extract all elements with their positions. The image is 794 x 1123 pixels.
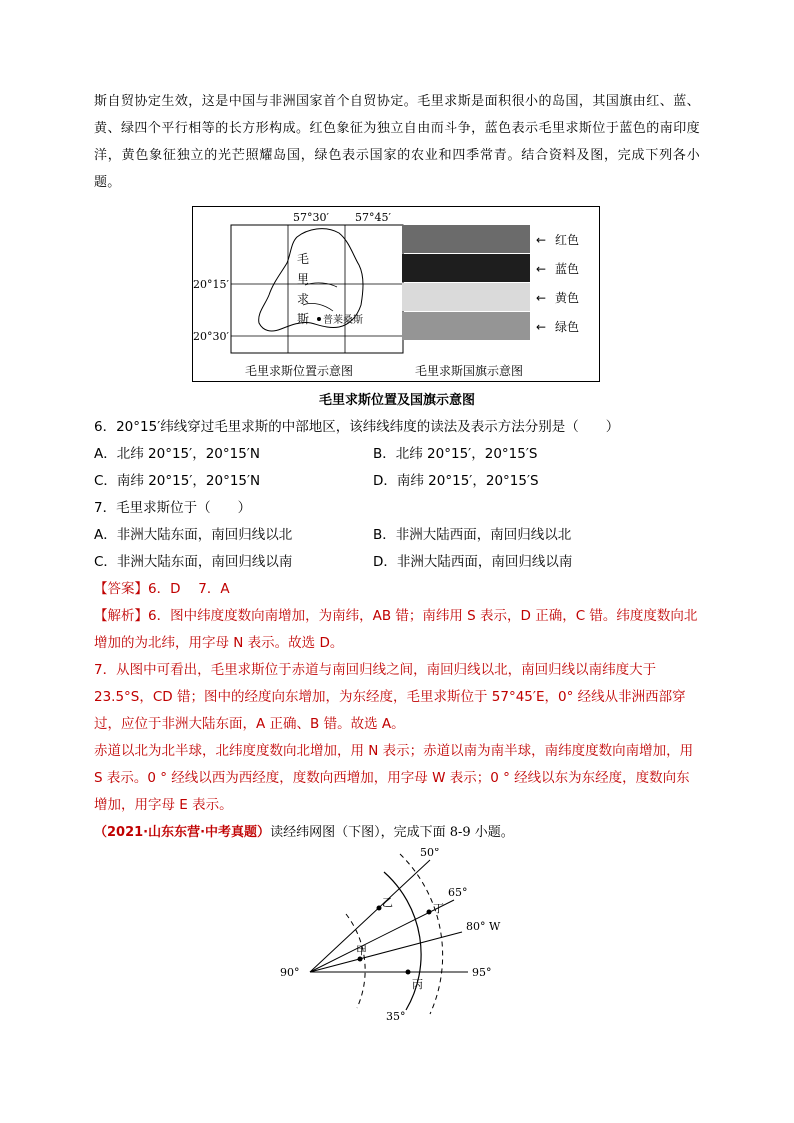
arc-inner: [346, 914, 365, 1008]
q7-option-c[interactable]: C．非洲大陆东面，南回归线以南: [94, 554, 293, 570]
flag-label-blue: 蓝色: [555, 262, 580, 276]
point-jia: [358, 957, 363, 962]
figure-svg: [193, 207, 599, 381]
intro-paragraph: 斯自贸协定生效，这是中国与非洲国家首个自贸协定。毛里求斯是面积很小的岛国，其国旗由红、蓝、黄、绿四个平行相等的长方形构成。红色象征为独立自由而斗争，蓝色表示毛里求斯位于蓝色的南印度洋，黄色象征独立的光芒照耀岛国，绿色表示国家的农业和四季常青。结合资料及图，完成下列各小题。: [94, 94, 700, 190]
lon-label-1: 57°30′: [293, 211, 329, 224]
q6-option-b[interactable]: B．北纬 20°15′，20°15′S: [373, 446, 538, 462]
arrow-green: ←: [536, 320, 547, 334]
point-ding: [427, 910, 432, 915]
arrow-blue: ←: [536, 262, 547, 276]
map-frame: [231, 225, 403, 353]
map-char-2: 里: [297, 272, 310, 286]
label-50: 50°: [420, 848, 440, 859]
flag-diagram: [402, 225, 579, 378]
lon-label-2: 57°45′: [355, 211, 391, 224]
q6-option-d[interactable]: D．南纬 20°15′，20°15′S: [373, 473, 539, 489]
location-map: [193, 211, 403, 378]
q6-option-c[interactable]: C．南纬 20°15′，20°15′N: [94, 473, 261, 489]
flag-stripe-blue: [402, 254, 530, 282]
q6-stem: 6．20°15′纬线穿过毛里求斯的中部地区，该纬线纬度的读法及表示方法分别是（ ）: [94, 419, 620, 435]
q7-option-a[interactable]: A．非洲大陆东面，南回归线以北: [94, 527, 293, 543]
flag-label-yellow: 黄色: [555, 291, 580, 305]
q7-options: [94, 522, 700, 576]
label-jia: 甲: [356, 944, 367, 957]
flag-stripe-yellow: [402, 283, 530, 311]
label-bing: 丙: [412, 978, 423, 991]
city-label: 普莱桑斯: [323, 315, 363, 326]
label-yi: 乙: [382, 896, 393, 909]
page: [94, 88, 700, 1024]
arrow-red: ←: [536, 233, 547, 247]
river-1: [305, 283, 337, 287]
flag-label-red: 红色: [555, 233, 580, 247]
map-char-1: 毛: [297, 252, 310, 266]
point-yi: [377, 906, 382, 911]
analysis-7: 7．从图中可看出，毛里求斯位于赤道与南回归线之间，南回归线以北，南回归线以南纬度大于 23.5°S，CD 错；图中的经度向东增加，为东经度，毛里求斯位于 57°45′E，0° 经线从非洲西部穿过，应位于非洲大陆东面，A 正确、B 错。故选 A。: [94, 662, 686, 732]
label-90: 90°: [280, 966, 300, 979]
lat-lon-grid-figure: [280, 848, 540, 1024]
figure-box: [192, 206, 600, 382]
flag-caption: 毛里求斯国旗示意图: [415, 364, 524, 378]
arrow-yellow: ←: [536, 291, 547, 305]
answer-line: 【答案】6．D 7．A: [94, 581, 230, 597]
lat-label-2: 20°30′: [193, 330, 229, 343]
lat-label-1: 20°15′: [193, 278, 229, 291]
label-ding: 丁: [433, 902, 444, 915]
point-bing: [406, 970, 411, 975]
analysis-extra: 赤道以北为北半球，北纬度度数向北增加，用 N 表示；赤道以南为南半球，南纬度度数向南增加，用 S 表示。0 ° 经线以西为西经度，度数向西增加，用字母 W 表示；0 ° 经线以东为东经度，度数向东增加，用字母 E 表示。: [94, 743, 694, 813]
source-tag: （2021·山东东营·中考真题）: [94, 825, 271, 840]
map-char-3: 求: [297, 292, 310, 306]
line-80: [310, 932, 462, 972]
q7-option-b[interactable]: B．非洲大陆西面，南回归线以北: [373, 527, 572, 543]
map-char-4: 斯: [297, 312, 310, 326]
q7-stem: 7．毛里求斯位于（ ）: [94, 500, 252, 516]
label-35: 35°: [386, 1010, 406, 1023]
source-text: 读经纬网图（下图），完成下面 8-9 小题。: [270, 825, 514, 840]
figure-title: 毛里求斯位置及国旗示意图: [318, 393, 475, 408]
q6-option-a[interactable]: A．北纬 20°15′，20°15′N: [94, 446, 260, 462]
flag-stripe-green: [402, 312, 530, 340]
q7-option-d[interactable]: D．非洲大陆西面，南回归线以南: [373, 554, 573, 570]
map-caption: 毛里求斯位置示意图: [245, 364, 354, 378]
line-50: [310, 860, 430, 972]
flag-label-green: 绿色: [555, 320, 580, 334]
city-dot: [317, 317, 321, 321]
analysis-6: 【解析】6．图中纬度度数向南增加，为南纬，AB 错；南纬用 S 表示，D 正确，C 错。纬度度数向北增加的为北纬，用字母 N 表示。故选 D。: [94, 608, 698, 651]
label-80: 80° W: [466, 920, 501, 933]
label-65: 65°: [448, 886, 468, 899]
flag-stripe-red: [402, 225, 530, 253]
source-line: [94, 819, 700, 846]
q6-options: [94, 441, 700, 495]
label-95: 95°: [472, 966, 492, 979]
